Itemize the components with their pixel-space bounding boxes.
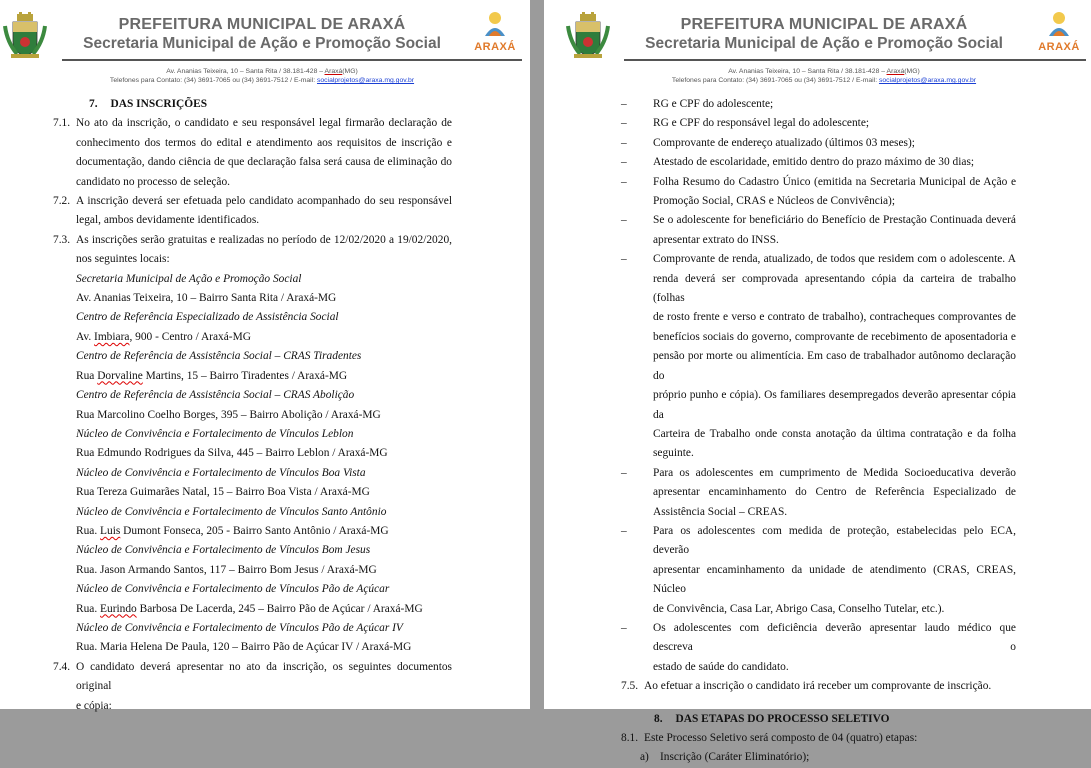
municipal-crest-icon — [3, 12, 47, 60]
location-address: Rua. Jason Armando Santos, 117 – Bairro Bom Jesus / Araxá-MG — [76, 563, 377, 576]
list-item: – Comprovante de renda, atualizado, de todos que residem com o adolescente. A renda deverá ser comprovada apresentando cópia da carteira de trabalho (folhas de rosto frente e verso e contrato de trabalho), contracheques comprovantes de benefícios sociais do governo, comprovante de recebimento de aposentadoria e pensão por morte ou alimentícia. Em caso de trabalhador autônomo declaração do próprio punho e cópia). Os familiares desempregados deverão apresentar cópia da Carteira de Trabalho onde consta anotação da última contratação e da folha seguinte. — [621, 253, 1016, 460]
letterhead-titles — [62, 16, 462, 53]
letterhead-rule — [62, 59, 522, 61]
location-address: Rua. Luis Dumont Fonseca, 205 - Bairro Santo Antônio / Araxá-MG — [76, 524, 389, 537]
araxa-logo-text: ARAXÁ — [474, 41, 516, 53]
location-name: Núcleo de Convivência e Fortalecimento de Vínculos Leblon — [76, 427, 354, 440]
araxa-logo — [470, 10, 520, 53]
email-link[interactable]: socialprojetos@araxa.mg.gov.br — [316, 77, 415, 84]
araxa-logo — [1034, 10, 1084, 53]
location-name: Núcleo de Convivência e Fortalecimento de Vínculos Boa Vista — [76, 466, 366, 479]
location-address: Rua Tereza Guimarães Natal, 15 – Bairro Boa Vista / Araxá-MG — [76, 486, 370, 499]
section-7-heading: 7. DAS INSCRIÇÕES — [89, 98, 208, 110]
clause-8-1: 8.1. Este Processo Seletivo será composto de 04 (quatro) etapas: — [621, 732, 918, 744]
letterhead-title: PREFEITURA MUNICIPAL DE ARAXÁ — [680, 16, 968, 33]
email-link[interactable]: socialprojetos@araxa.mg.gov.br — [878, 77, 977, 84]
document-page-right — [544, 0, 1091, 764]
location-name: Secretaria Municipal de Ação e Promoção Social — [76, 272, 302, 285]
location-address: Rua Marcolino Coelho Borges, 395 – Bairro Abolição / Araxá-MG — [76, 408, 381, 421]
location-address: Av. Imbiara, 900 - Centro / Araxá-MG — [76, 330, 251, 343]
document-page-left — [0, 0, 530, 712]
letterhead-subtitle: Secretaria Municipal de Ação e Promoção Social — [645, 35, 1003, 52]
location-address: Rua Dorvaline Martins, 15 – Bairro Tiradentes / Araxá-MG — [76, 369, 348, 382]
clause-7-5: 7.5. Ao efetuar a inscrição o candidato irá receber um comprovante de inscrição. — [621, 680, 992, 693]
list-item: – Comprovante de endereço atualizado (últimos 03 meses); — [621, 136, 915, 149]
left-body — [0, 95, 530, 716]
list-item: – RG e CPF do responsável legal do adolescente; — [621, 117, 870, 130]
location-name: Centro de Referência de Assistência Social – CRAS Abolição — [76, 389, 355, 402]
letterhead-rule — [624, 59, 1086, 61]
letterhead-address: Av. Ananias Teixeira, 10 – Santa Rita / 38.181-428 – Araxá(MG) Telefones para Contato: (34) 3691-7065 ou (34) 3691-7512 / E-mail: socialprojetos@araxa.mg.gov.br — [671, 68, 977, 84]
location-name: Núcleo de Convivência e Fortalecimento de Vínculos Santo Antônio — [76, 505, 387, 518]
araxa-logo-icon — [470, 10, 520, 40]
location-address: Rua. Maria Helena De Paula, 120 – Bairro Pão de Açúcar IV / Araxá-MG — [76, 641, 412, 654]
clause-7-2: 7.2. A inscrição deverá ser efetuada pelo candidato acompanhado do seu responsável legal, ambos devidamente identificados. — [53, 195, 452, 227]
location-name: Centro de Referência Especializado de Assistência Social — [76, 311, 339, 324]
document-checklist — [544, 95, 1016, 677]
right-body — [544, 95, 1091, 768]
clause-7-1: 7.1. No ato da inscrição, o candidato e seu responsável legal firmarão declaração de conhecimento dos termos do edital e atendimento aos requisitos de inscrição e documentação, dando ciência de que declaração falsa será causa de eliminação do candidato no processo de seleção. — [53, 117, 452, 188]
letterhead-title: PREFEITURA MUNICIPAL DE ARAXÁ — [118, 16, 406, 33]
location-name: Núcleo de Convivência e Fortalecimento de Vínculos Pão de Açúcar — [76, 583, 390, 596]
municipal-crest-icon — [566, 12, 610, 60]
location-address: Rua. Eurindo Barbosa De Lacerda, 245 – Bairro Pão de Açúcar / Araxá-MG — [76, 602, 423, 615]
clause-7-4: 7.4. O candidato deverá apresentar no ato da inscrição, os seguintes documentos original e cópia: — [53, 660, 452, 712]
location-name: Núcleo de Convivência e Fortalecimento de Vínculos Bom Jesus — [76, 544, 371, 557]
location-address: Av. Ananias Teixeira, 10 – Bairro Santa Rita / Araxá-MG — [76, 292, 337, 305]
location-address: Rua Edmundo Rodrigues da Silva, 445 – Bairro Leblon / Araxá-MG — [76, 447, 388, 460]
list-item: – Atestado de escolaridade, emitido dentro do prazo máximo de 30 dias; — [621, 156, 975, 169]
clause-7-3: 7.3. As inscrições serão gratuitas e realizadas no período de 12/02/2020 a 19/02/2020, nos seguintes locais: Secretaria Municipal de Ação e Promoção Social Av. Ananias Teixeira, 10 – Bairro Santa Rita / Araxá-MG Centro de Referência Especializado de Assistência Social Av. Imbiara, 900 - Centro / Araxá-MG Centro de Referência de Assistência Social – CRAS Tiradentes Rua Dorvaline Martins, 15 – Bairro Tiradentes / Araxá-MG Centro de Referência de Assistência Social – CRAS Abolição Rua Marcolino Coelho Borges, 395 – Bairro Abolição / Araxá-MG Núcleo de Convivência e Fortalecimento de Vínculos Leblon Rua Edmundo Rodrigues da Silva, 445 – Bairro Leblon / Araxá-MG Núcleo de Convivência e Fortalecimento de Vínculos Boa Vista Rua Tereza Guimarães Natal, 15 – Bairro Boa Vista / Araxá-MG Núcleo de Convivência e Fortalecimento de Vínculos Santo Antônio Rua. Luis Dumont Fonseca, 205 - Bairro Santo Antônio / Araxá-MG Núcleo de Convivência e Fortalecimento de Vínculos Bom Jesus Rua. Jason Armando Santos, 117 – Bairro Bom Jesus / Araxá-MG Núcleo de Convivência e Fortalecimento de Vínculos Pão de Açúcar Rua. Eurindo Barbosa De Lacerda, 245 – Bairro Pão de Açúcar / Araxá-MG Núcleo de Convivência e Fortalecimento de Vínculos Pão de Açúcar IV Rua. Maria Helena De Paula, 120 – Bairro Pão de Açúcar IV / Araxá-MG — [0, 231, 452, 658]
section-8-heading: 8. DAS ETAPAS DO PROCESSO SELETIVO — [654, 712, 890, 725]
list-item: – RG e CPF do adolescente; — [621, 98, 774, 110]
letterhead-address: Av. Ananias Teixeira, 10 – Santa Rita / 38.181-428 – Araxá(MG) Telefones para Contato: (34) 3691-7065 ou (34) 3691-7512 / E-mail: socialprojetos@araxa.mg.gov.br — [109, 68, 415, 84]
location-name: Núcleo de Convivência e Fortalecimento de Vínculos Pão de Açúcar IV — [76, 621, 403, 634]
list-item: – Os adolescentes com deficiência deverão apresentar laudo médico que descreva o estado de saúde do candidato. — [621, 621, 1016, 673]
location-name: Centro de Referência de Assistência Social – CRAS Tiradentes — [76, 350, 362, 363]
list-item: – Para os adolescentes em cumprimento de Medida Socioeducativa deverão apresentar encaminhamento do Centro de Referência Especializado de Assistência Social – CREAS. — [621, 466, 1016, 518]
letterhead-subtitle: Secretaria Municipal de Ação e Promoção Social — [83, 35, 441, 52]
araxa-logo-icon — [1034, 10, 1084, 40]
step-a: a) Inscrição (Caráter Eliminatório); — [640, 751, 810, 764]
list-item: – Folha Resumo do Cadastro Único (emitida na Secretaria Municipal de Ação e Promoção Social, CRAS e Núcleos de Convivência); — [621, 175, 1016, 208]
list-item: – Se o adolescente for beneficiário do Benefício de Prestação Continuada deverá apresentar extrato do INSS. — [621, 214, 1016, 246]
letterhead-titles — [624, 16, 1024, 53]
araxa-logo-text: ARAXÁ — [1038, 41, 1080, 53]
list-item: – Para os adolescentes com medida de proteção, estabelecidas pelo ECA, deverão apresentar encaminhamento da unidade de atendimento (CRAS, CREAS, Núcleo de Convivência, Casa Lar, Abrigo Casa, Conselho Tutelar, etc.). — [621, 524, 1016, 615]
